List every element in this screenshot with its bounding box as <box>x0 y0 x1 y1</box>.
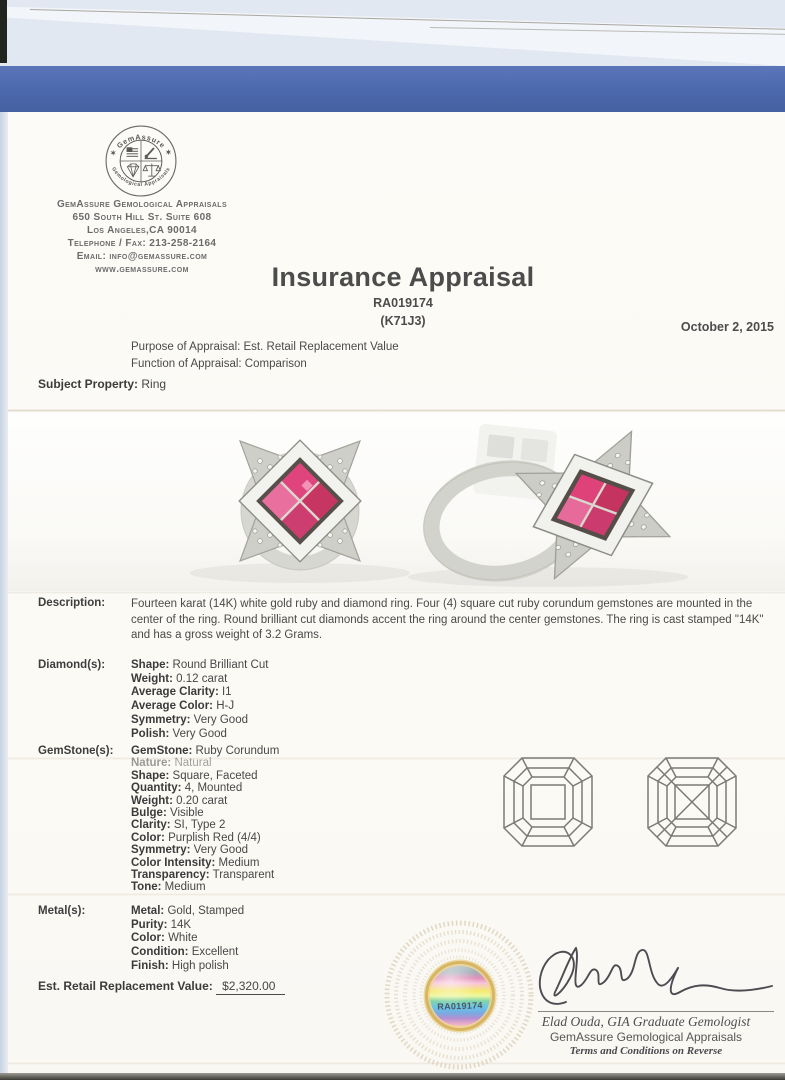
purpose-line: Purpose of Appraisal: Est. Retail Replacement Value <box>131 341 399 353</box>
blue-border-band <box>0 66 785 112</box>
metals-fields <box>131 905 244 974</box>
field-value: Medium <box>218 856 260 869</box>
signature-rule <box>538 1011 774 1012</box>
field-label: Weight: <box>131 794 173 807</box>
field-row <box>131 700 268 714</box>
field-value: Gold, Stamped <box>167 905 245 917</box>
field-label: Metal: <box>131 905 165 917</box>
gemassure-logo-seal <box>105 125 177 197</box>
gem-cut-diagram-crown <box>504 758 592 846</box>
field-row <box>131 770 279 782</box>
terms-note: Terms and Conditions on Reverse <box>569 1045 723 1057</box>
field-value: Visible <box>169 807 204 820</box>
field-value: High polish <box>171 959 229 972</box>
field-row <box>131 728 268 742</box>
address-line-2: Los Angeles,CA 90014 <box>86 224 198 236</box>
field-label: Condition: <box>131 946 189 959</box>
field-label: GemStone: <box>131 745 193 757</box>
signature-handwriting <box>520 940 778 1012</box>
field-label: Shape: <box>131 769 170 782</box>
field-label: Tone: <box>131 881 162 894</box>
field-label: Weight: <box>131 672 173 685</box>
field-row <box>131 857 279 869</box>
valuation-amount: $2,320.00 <box>216 979 285 995</box>
field-value: Purplish Red (4/4) <box>168 831 261 844</box>
field-value: Very Good <box>193 844 248 857</box>
phone-line: Telephone / Fax: 213-258-2164 <box>67 237 217 249</box>
appraisal-date: October 2, 2015 <box>680 320 774 334</box>
address-line-1: 650 South Hill St. Suite 608 <box>72 211 212 223</box>
field-label: Average Color: <box>131 700 214 713</box>
signature-company: GemAssure Gemological Appraisals <box>549 1030 743 1044</box>
gemstones-label: GemStone(s): <box>38 745 114 757</box>
field-value: Medium <box>164 881 206 894</box>
ring-photo-front <box>239 440 361 570</box>
description-text: Fourteen karat (14K) white gold ruby and diamond ring. Four (4) square cut ruby corundum gemstones are mounted in the center of the ring. Round brilliant cut diamonds accent the ring around the center gemstones. The ring is cast stamped "14K" and has a gross weight of 3.2 Grams. <box>131 598 764 642</box>
subject-label: Subject Property: <box>38 377 139 391</box>
field-label: Bulge: <box>131 807 167 820</box>
field-row <box>131 745 279 757</box>
field-label: Color: <box>131 932 165 945</box>
field-label: Quantity: <box>131 782 182 795</box>
description-label: Description: <box>38 597 106 609</box>
field-value: Transparent <box>212 869 275 882</box>
subject-property-line <box>38 377 166 391</box>
field-value: 0.20 carat <box>176 794 228 807</box>
field-row <box>131 905 244 919</box>
title-block <box>238 262 568 329</box>
email-line: Email: info@gemassure.com <box>76 250 208 262</box>
header-address-block <box>22 199 262 276</box>
field-row <box>131 881 279 893</box>
field-value: White <box>168 932 198 945</box>
gem-cut-diagrams <box>492 748 754 856</box>
field-label: Symmetry: <box>131 844 191 857</box>
field-row <box>131 714 268 728</box>
field-row <box>131 919 244 933</box>
field-label: Transparency: <box>131 869 210 882</box>
field-label: Polish: <box>131 727 170 740</box>
scales-icon <box>143 164 160 177</box>
photo-bottom-edge <box>0 1073 785 1080</box>
field-label: Color: <box>131 831 165 844</box>
diamonds-label: Diamond(s): <box>38 659 106 671</box>
field-label: Average Clarity: <box>131 686 219 699</box>
field-value: I1 <box>221 686 232 699</box>
diamond-icon <box>127 164 139 177</box>
field-label: Finish: <box>131 959 169 972</box>
field-row <box>131 946 244 960</box>
field-row <box>131 795 279 807</box>
control-code: (K71J3) <box>380 314 426 328</box>
org-name: GemAssure Gemological Appraisals <box>56 199 228 210</box>
hologram-seal <box>425 961 495 1031</box>
field-label: Symmetry: <box>131 713 191 726</box>
field-row <box>131 869 279 881</box>
valuation-label: Est. Retail Replacement Value: <box>38 979 213 993</box>
diamonds-fields <box>131 659 268 741</box>
subject-value: Ring <box>141 377 167 391</box>
field-row <box>131 819 279 831</box>
field-value: Very Good <box>172 727 227 740</box>
logo-top-arc-text: ✶ GemAssure ✶ <box>107 132 175 158</box>
gemologist-name: Elad Ouda, GIA Graduate Gemologist <box>541 1014 751 1029</box>
field-row <box>131 932 244 946</box>
gemstones-fields <box>131 745 279 894</box>
field-label: Shape: <box>131 659 170 671</box>
field-row <box>131 659 268 673</box>
gem-cut-diagram-pavilion <box>648 758 736 846</box>
field-row <box>131 782 279 794</box>
field-row <box>131 686 268 700</box>
sleeve-left-edge <box>0 112 8 1073</box>
valuation-line <box>38 979 285 993</box>
flag-icon <box>127 147 139 156</box>
field-row <box>131 960 244 974</box>
field-row <box>131 844 279 856</box>
report-number: RA019174 <box>373 296 433 310</box>
metals-label: Metal(s): <box>38 905 86 917</box>
microscope-icon <box>145 148 157 158</box>
field-value: 4, Mounted <box>184 782 243 795</box>
field-value: 14K <box>170 918 192 931</box>
field-row <box>131 757 279 769</box>
field-value: H-J <box>216 700 235 713</box>
hologram-serial-number: RA019174 <box>437 1000 483 1012</box>
document-title: Insurance Appraisal <box>271 262 535 292</box>
field-label: Clarity: <box>131 819 171 832</box>
appraisal-info <box>131 339 399 372</box>
field-value: SI, Type 2 <box>173 819 226 832</box>
ring-photo-side <box>414 423 672 591</box>
field-value: Natural <box>174 757 212 770</box>
field-label: Color Intensity: <box>131 856 216 869</box>
field-value: 0.12 carat <box>176 672 228 685</box>
ring-photographs <box>8 413 785 591</box>
field-row <box>131 673 268 687</box>
field-value: Square, Faceted <box>172 769 258 782</box>
website-line: www.gemassure.com <box>95 263 189 275</box>
field-label: Purity: <box>131 918 168 931</box>
photo-corner-shadow <box>0 0 7 63</box>
logo-bottom-arc-text: Gemological Appraisals <box>110 166 172 189</box>
field-row <box>131 832 279 844</box>
field-row <box>131 807 279 819</box>
field-value: Ruby Corundum <box>195 745 280 757</box>
field-value: Round Brilliant Cut <box>172 659 269 671</box>
field-label: Nature: <box>131 757 172 770</box>
field-value: Very Good <box>193 713 248 726</box>
function-line: Function of Appraisal: Comparison <box>131 357 307 370</box>
field-value: Excellent <box>191 946 239 959</box>
